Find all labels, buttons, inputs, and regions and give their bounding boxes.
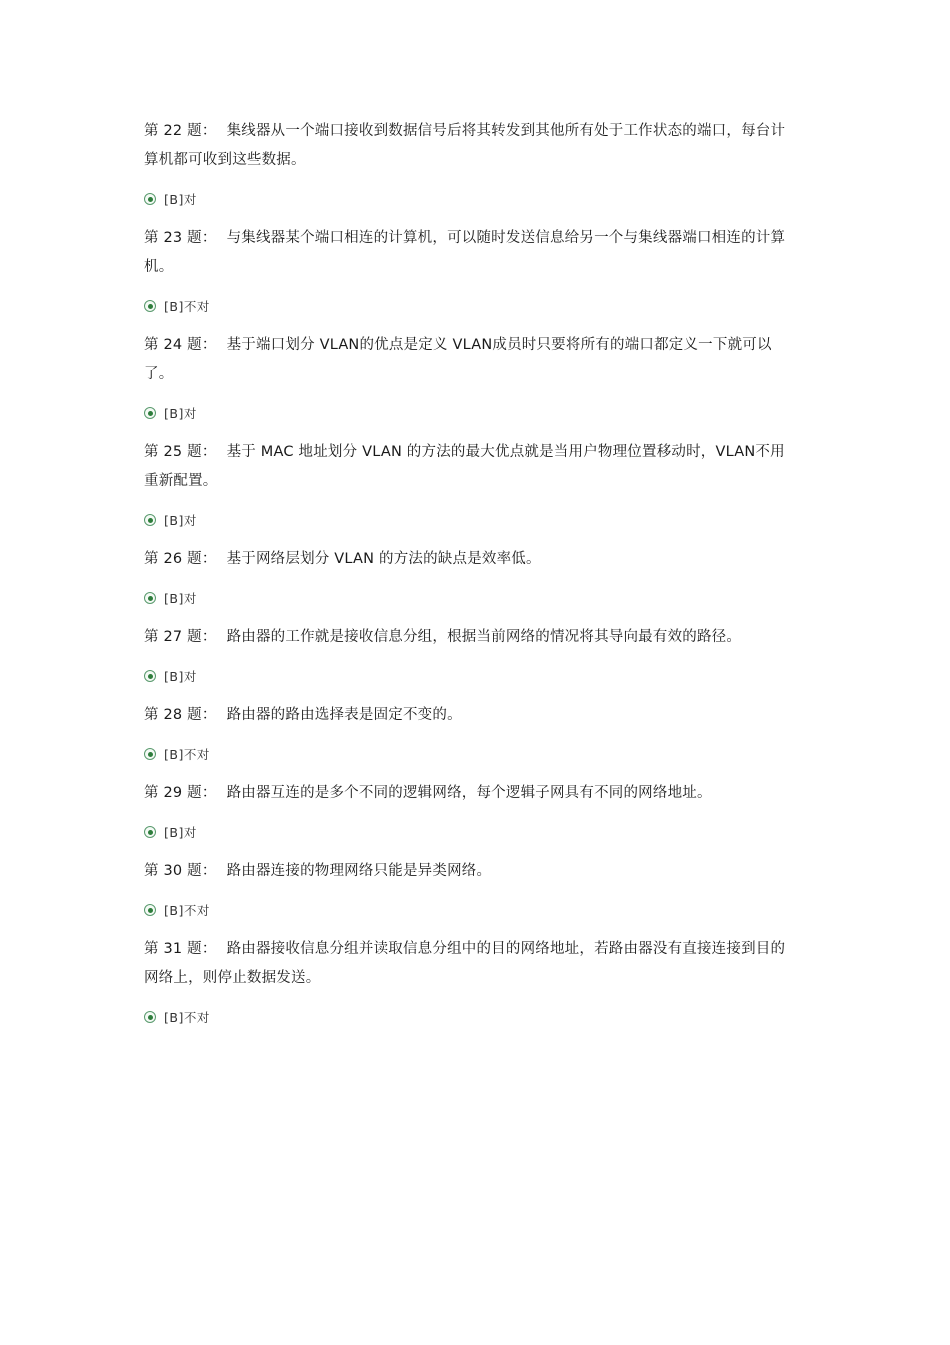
question-number: 第 26 题：	[144, 551, 217, 567]
answer-label: [B]对	[164, 192, 197, 207]
question-text	[144, 779, 794, 808]
question-body: 路由器互连的是多个不同的逻辑网络，每个逻辑子网具有不同的网络地址。	[226, 785, 712, 801]
radio-selected-icon[interactable]	[144, 1011, 156, 1023]
question-text	[144, 224, 794, 282]
answer-option[interactable]	[144, 296, 794, 316]
answer-label: [B]对	[164, 406, 197, 421]
radio-selected-icon[interactable]	[144, 407, 156, 419]
radio-selected-icon[interactable]	[144, 514, 156, 526]
answer-option[interactable]	[144, 822, 794, 842]
answer-option[interactable]	[144, 666, 794, 686]
radio-selected-icon[interactable]	[144, 592, 156, 604]
question-text	[144, 857, 794, 886]
question-29	[144, 779, 794, 842]
question-number: 第 31 题：	[144, 941, 217, 957]
radio-selected-icon[interactable]	[144, 670, 156, 682]
question-text	[144, 438, 794, 496]
answer-option[interactable]	[144, 189, 794, 209]
answer-label: [B]不对	[164, 747, 210, 762]
question-number: 第 23 题：	[144, 230, 217, 246]
question-text	[144, 701, 794, 730]
question-body: 基于网络层划分 VLAN 的方法的缺点是效率低。	[226, 551, 541, 567]
question-body: 基于端口划分 VLAN的优点是定义 VLAN成员时只要将所有的端口都定义一下就可以了。	[144, 337, 772, 382]
question-body: 集线器从一个端口接收到数据信号后将其转发到其他所有处于工作状态的端口，每台计算机都可收到这些数据。	[144, 123, 786, 168]
question-number: 第 29 题：	[144, 785, 217, 801]
question-body: 基于 MAC 地址划分 VLAN 的方法的最大优点就是当用户物理位置移动时，VLAN不用重新配置。	[144, 444, 785, 489]
question-list	[144, 117, 794, 1042]
question-body: 路由器的路由选择表是固定不变的。	[226, 707, 462, 723]
radio-selected-icon[interactable]	[144, 826, 156, 838]
question-number: 第 28 题：	[144, 707, 217, 723]
answer-label: [B]不对	[164, 1010, 210, 1025]
question-number: 第 30 题：	[144, 863, 217, 879]
answer-option[interactable]	[144, 744, 794, 764]
answer-option[interactable]	[144, 403, 794, 423]
answer-label: [B]对	[164, 669, 197, 684]
answer-option[interactable]	[144, 900, 794, 920]
question-text	[144, 623, 794, 652]
question-27	[144, 623, 794, 686]
question-28	[144, 701, 794, 764]
question-31	[144, 935, 794, 1027]
answer-option[interactable]	[144, 588, 794, 608]
answer-label: [B]不对	[164, 903, 210, 918]
question-22	[144, 117, 794, 209]
question-body: 路由器的工作就是接收信息分组，根据当前网络的情况将其导向最有效的路径。	[226, 629, 742, 645]
question-number: 第 25 题：	[144, 444, 217, 460]
radio-selected-icon[interactable]	[144, 904, 156, 916]
question-body: 路由器连接的物理网络只能是异类网络。	[226, 863, 492, 879]
answer-label: [B]对	[164, 513, 197, 528]
question-body: 与集线器某个端口相连的计算机，可以随时发送信息给另一个与集线器端口相连的计算机。	[144, 230, 786, 275]
answer-option[interactable]	[144, 1007, 794, 1027]
answer-label: [B]对	[164, 591, 197, 606]
radio-selected-icon[interactable]	[144, 300, 156, 312]
question-number: 第 27 题：	[144, 629, 217, 645]
question-text	[144, 935, 794, 993]
question-24	[144, 331, 794, 423]
answer-label: [B]对	[164, 825, 197, 840]
question-text	[144, 331, 794, 389]
radio-selected-icon[interactable]	[144, 193, 156, 205]
question-26	[144, 545, 794, 608]
answer-label: [B]不对	[164, 299, 210, 314]
question-text	[144, 545, 794, 574]
question-30	[144, 857, 794, 920]
question-text	[144, 117, 794, 175]
question-number: 第 22 题：	[144, 123, 217, 139]
question-number: 第 24 题：	[144, 337, 217, 353]
question-25	[144, 438, 794, 530]
radio-selected-icon[interactable]	[144, 748, 156, 760]
question-23	[144, 224, 794, 316]
question-body: 路由器接收信息分组并读取信息分组中的目的网络地址，若路由器没有直接连接到目的网络上，则停止数据发送。	[144, 941, 786, 986]
answer-option[interactable]	[144, 510, 794, 530]
